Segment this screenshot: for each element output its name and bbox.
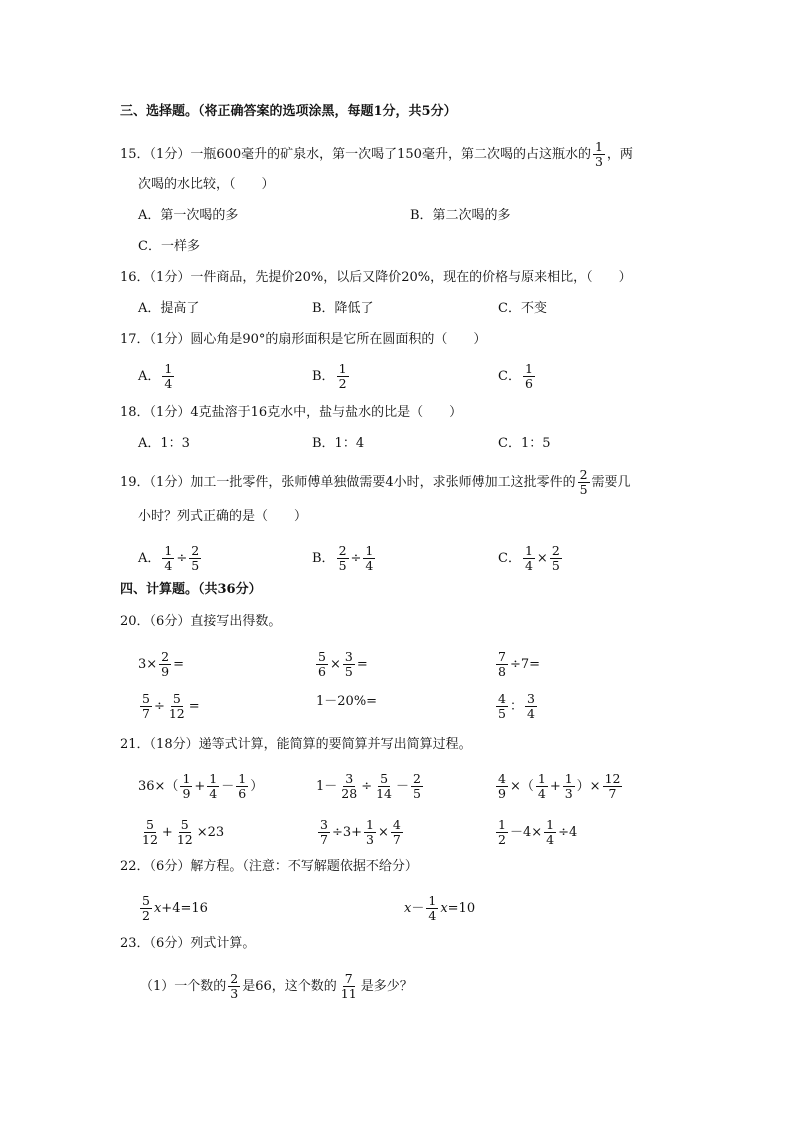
q19-option-b[interactable]: B． $\frac{2}{5}$ ÷ $\frac{1}{4}$ bbox=[312, 543, 374, 573]
q23-sub-1: （1）一个数的 $\frac{2}{3}$ 是66，这个数的 $\frac{7}{11}$ 是多少？ bbox=[140, 971, 413, 1001]
q19-option-a[interactable]: A． $\frac{1}{4}$ ÷ $\frac{2}{5}$ bbox=[138, 543, 200, 573]
q18-option-c[interactable]: C．1：5 bbox=[498, 436, 551, 451]
question-16: 16．（1分）一件商品，先提价20%，以后又降价20%，现在的价格与原来相比，（ ） bbox=[120, 270, 632, 285]
q19-option-c[interactable]: C． $\frac{1}{4}$ × $\frac{2}{5}$ bbox=[498, 543, 560, 573]
question-15: 15．（1分）一瓶600毫升的矿泉水，第一次喝了150毫升，第二次喝的占这瓶水的 $\frac{1}{3}$ ，两 bbox=[120, 139, 633, 169]
q19-text-cont: 小时？列式正确的是（ ） bbox=[138, 509, 308, 524]
question-22: 22．（6分）解方程。（注意：不写解题依据不给分） bbox=[120, 859, 418, 874]
section-4-header: 四、计算题。（共36分） bbox=[120, 582, 262, 597]
q15-fraction: $\frac{1}{3}$ bbox=[594, 139, 603, 169]
q22-equation-1: $\frac{5}{2}$ x+4=16 bbox=[142, 893, 208, 923]
question-19: 19．（1分）加工一批零件，张师傅单独做需要4小时，求张师傅加工这批零件的 $\frac{2}{5}$ 需要几 bbox=[120, 467, 631, 497]
q15-option-b[interactable]: B．第二次喝的多 bbox=[410, 208, 511, 223]
question-21: 21．（18分）递等式计算，能简算的要简算并写出简算过程。 bbox=[120, 737, 472, 752]
q16-option-b[interactable]: B．降低了 bbox=[312, 301, 374, 316]
q18-option-a[interactable]: A．1：3 bbox=[138, 436, 190, 451]
q20-expr-2: $\frac{5}{6}$ × $\frac{3}{5}$ = bbox=[318, 649, 368, 679]
q16-option-a[interactable]: A．提高了 bbox=[138, 301, 200, 316]
q21-expr-4: $\frac{5}{12}$ + $\frac{5}{12}$ ×23 bbox=[142, 817, 225, 847]
q17-option-c[interactable]: C． $\frac{1}{6}$ bbox=[498, 361, 533, 391]
question-17: 17．（1分）圆心角是90°的扇形面积是它所在圆面积的（ ） bbox=[120, 332, 487, 347]
q21-expr-5: $\frac{3}{7}$ ÷3+ $\frac{1}{3}$ × $\frac{4}{7}$ bbox=[320, 817, 401, 847]
q21-expr-2: 1－ $\frac{3}{28}$ ÷ $\frac{5}{14}$ － $\frac{2}{5}$ bbox=[316, 771, 421, 801]
question-20: 20．（6分）直接写出得数。 bbox=[120, 614, 282, 629]
q15-option-a[interactable]: A．第一次喝的多 bbox=[138, 208, 239, 223]
q15-text-cont: 次喝的水比较，（ ） bbox=[138, 177, 275, 192]
q21-expr-3: $\frac{4}{9}$ ×（ $\frac{1}{4}$ + $\frac{1}{3}$ ）× $\frac{12}{7}$ bbox=[498, 771, 621, 801]
q21-expr-6: $\frac{1}{2}$ －4× $\frac{1}{4}$ ÷4 bbox=[498, 817, 578, 847]
q21-expr-1: 36×（ $\frac{1}{9}$ + $\frac{1}{4}$ － $\frac{1}{6}$ ） bbox=[138, 771, 264, 801]
q19-fraction: $\frac{2}{5}$ bbox=[579, 467, 588, 497]
question-18: 18．（1分）4克盐溶于16克水中，盐与盐水的比是（ ） bbox=[120, 405, 463, 420]
q20-expr-5: 1－20%= bbox=[316, 694, 378, 709]
q15-text: 15．（1分）一瓶600毫升的矿泉水，第一次喝了150毫升，第二次喝的占这瓶水的 bbox=[120, 147, 591, 162]
q22-equation-2: x－ $\frac{1}{4}$ x=10 bbox=[404, 893, 476, 923]
q16-option-c[interactable]: C．不变 bbox=[498, 301, 547, 316]
section-3-header: 三、选择题。（将正确答案的选项涂黑，每题1分，共5分） bbox=[120, 104, 457, 119]
q20-expr-3: $\frac{7}{8}$ ÷7= bbox=[498, 649, 541, 679]
q20-expr-4: $\frac{5}{7}$ ÷ $\frac{5}{12}$ = bbox=[142, 691, 200, 721]
q15-option-c[interactable]: C．一样多 bbox=[138, 239, 200, 254]
q17-option-b[interactable]: B． $\frac{1}{2}$ bbox=[312, 361, 347, 391]
question-23: 23．（6分）列式计算。 bbox=[120, 936, 256, 951]
q17-option-a[interactable]: A． $\frac{1}{4}$ bbox=[138, 361, 173, 391]
q20-expr-1: 3× $\frac{2}{9}$ = bbox=[138, 649, 185, 679]
q20-expr-6: $\frac{4}{5}$ ： $\frac{3}{4}$ bbox=[498, 691, 535, 721]
q18-option-b[interactable]: B．1：4 bbox=[312, 436, 365, 451]
